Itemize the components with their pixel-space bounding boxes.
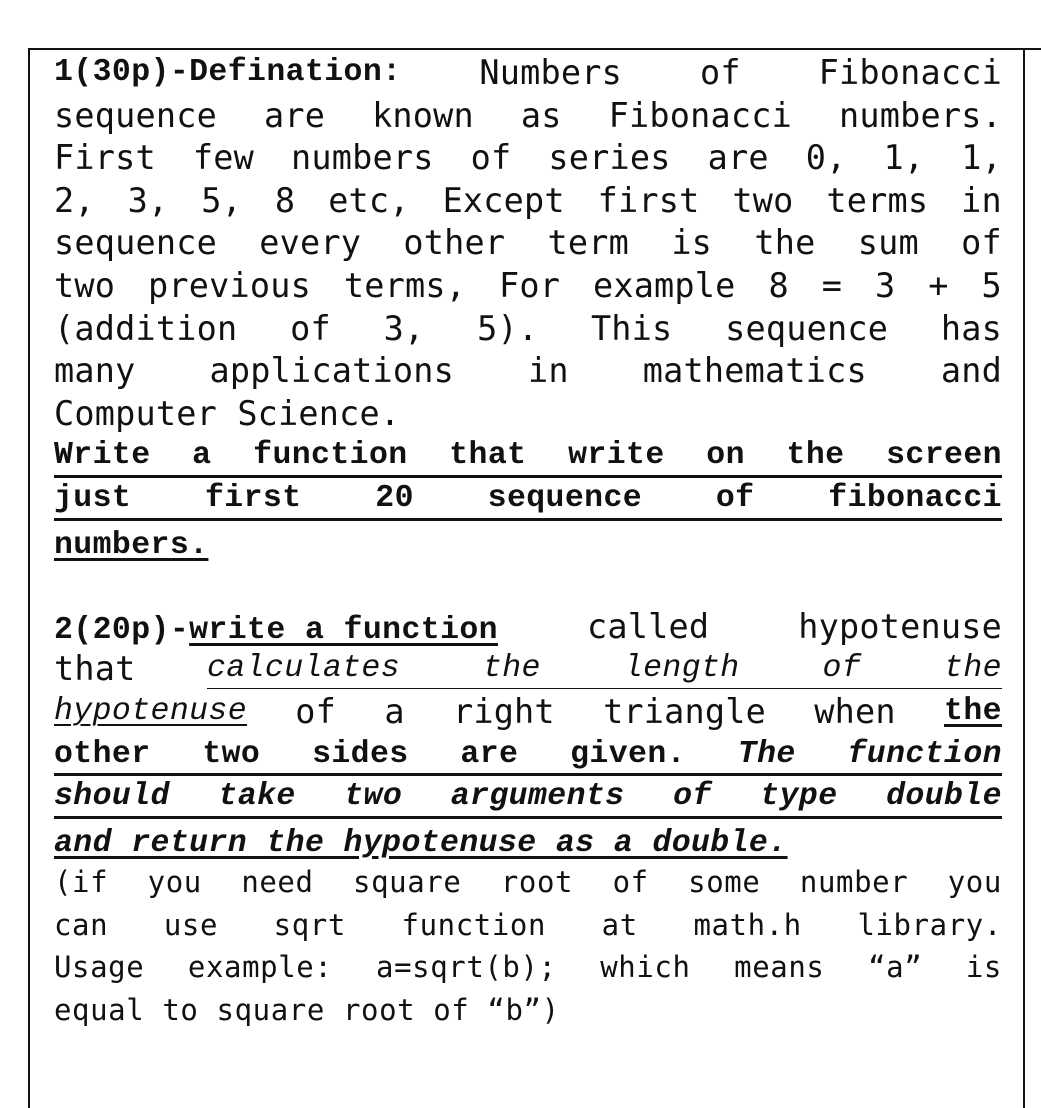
word: two [54, 265, 116, 305]
word: are [263, 95, 326, 135]
word: example [592, 265, 736, 305]
word: series [548, 138, 671, 178]
word: 5, [201, 180, 243, 220]
word: of [470, 138, 512, 178]
word: in [961, 180, 1002, 220]
word: need [241, 865, 314, 900]
word: This [590, 308, 673, 348]
q2-note-line-1 [54, 861, 1002, 904]
word: triangle [603, 691, 767, 731]
word: sequence [54, 223, 217, 263]
word: “a” [868, 950, 923, 985]
q2-italic-group [207, 648, 1002, 689]
word: few [192, 138, 254, 178]
q1-label: 1(30p)-Defination: [54, 55, 402, 90]
word: called [587, 606, 710, 646]
q2-note-line-3 [54, 946, 1002, 989]
spacer [54, 563, 1002, 606]
word: sequence [487, 480, 643, 516]
q2-label-underlined: write a function [189, 612, 498, 648]
word: hypotenuse [798, 606, 1002, 646]
word: of [715, 480, 755, 516]
word: and [940, 351, 1002, 391]
word: of [612, 865, 649, 900]
word: can [54, 907, 109, 942]
word: sum [857, 223, 919, 263]
word: equal to square root of “b”) [54, 993, 560, 1028]
word: the [944, 651, 1002, 687]
word: two [202, 736, 261, 772]
word: a [192, 438, 212, 474]
word: Write [54, 438, 151, 474]
q1-line-6 [54, 265, 1002, 308]
word: type [760, 779, 838, 815]
word: the [944, 693, 1002, 729]
word: 5 [981, 265, 1002, 305]
word: 8 [768, 265, 789, 305]
word: the [754, 223, 816, 263]
word: 1, [883, 138, 925, 178]
word: example: [187, 950, 333, 985]
word: are [460, 736, 519, 772]
q2-note-line-2 [54, 904, 1002, 947]
word: 20 [375, 480, 414, 516]
q1-line-9 [54, 393, 1002, 436]
word: hypotenuse [54, 693, 248, 729]
word: use [163, 907, 219, 942]
word: sequence [725, 308, 889, 348]
q1-line-8 [54, 350, 1002, 393]
q1-line-7 [54, 308, 1002, 351]
word: on [706, 438, 745, 474]
word: numbers. [54, 527, 209, 563]
word: which [600, 950, 691, 985]
word: For [498, 265, 561, 305]
word: numbers [290, 138, 434, 178]
word: given. [570, 736, 686, 772]
q2-label: 2(20p)- [54, 612, 190, 648]
q1-task-line-2 [54, 478, 1002, 521]
word: the [482, 651, 541, 687]
word: term [547, 223, 630, 263]
word: numbers. [838, 95, 1002, 135]
q2-line-3 [54, 691, 1002, 734]
q2-note-line-4 [54, 989, 1002, 1032]
word: as [520, 95, 562, 135]
word: arguments [450, 779, 625, 815]
word: of [295, 691, 337, 731]
word: you [947, 865, 1002, 900]
word: calculates [207, 651, 401, 687]
word: is [965, 950, 1002, 985]
q1-line-4 [54, 180, 1002, 223]
word: in [527, 351, 569, 391]
word: function [253, 438, 408, 474]
word: write [568, 438, 665, 474]
word: square [353, 865, 462, 900]
q2-line-5 [54, 776, 1002, 819]
word: of [699, 53, 741, 92]
word: (addition [54, 308, 238, 348]
word: other [403, 223, 506, 263]
word: Except [442, 180, 565, 220]
word: + [928, 265, 949, 305]
word: of [290, 308, 331, 348]
word: length [623, 651, 740, 687]
word: should [54, 779, 170, 815]
word: that [54, 649, 136, 689]
word: first [204, 480, 302, 516]
word: just [54, 480, 132, 516]
word: many [54, 351, 136, 391]
word: (if [54, 865, 109, 900]
word: known [372, 95, 474, 135]
q1-task-line-1 [54, 435, 1002, 478]
word: number [799, 865, 909, 900]
word: terms, [343, 265, 467, 305]
q2-line-4 [54, 734, 1002, 777]
word: double [886, 779, 1002, 815]
word: 5). [477, 308, 539, 348]
word: you [147, 865, 202, 900]
word: has [940, 308, 1002, 348]
word: 3, [127, 180, 169, 220]
word: Usage [54, 950, 145, 985]
q1-line-3 [54, 137, 1002, 180]
word: library. [857, 907, 1002, 942]
word: that [449, 438, 527, 474]
word: of [961, 223, 1002, 263]
word: some [688, 865, 761, 900]
word: function [401, 907, 547, 942]
word: a=sqrt(b); [376, 950, 557, 985]
word: sequence [54, 95, 217, 135]
q2-line-1 [54, 606, 1002, 649]
word: The [737, 736, 796, 772]
word: is [671, 223, 713, 263]
word: previous [148, 265, 311, 305]
word: 1, [961, 138, 1002, 178]
q2-line-6 [54, 819, 1002, 862]
word: two [732, 180, 794, 220]
word: the [786, 438, 845, 474]
word: and return the hypotenuse as a double. [54, 825, 788, 861]
word: First [54, 138, 156, 178]
word: Fibonacci [818, 53, 1002, 92]
word: Fibonacci [608, 95, 792, 135]
word: Computer Science. [54, 393, 401, 433]
q1-line-2 [54, 95, 1002, 138]
word: sqrt [273, 907, 346, 942]
word: first [597, 180, 700, 220]
word: = [821, 265, 843, 305]
word: other [54, 736, 151, 772]
word: every [259, 223, 362, 263]
word: etc, [328, 180, 410, 220]
word: math.h [693, 907, 802, 942]
q2-label-group [54, 606, 498, 649]
q1-line-1 [54, 52, 1002, 95]
word: 0, [805, 138, 847, 178]
word: 3, [383, 308, 425, 348]
word: two [344, 779, 403, 815]
word: means [734, 950, 825, 985]
word: 8 [274, 180, 296, 220]
word: mathematics [642, 351, 867, 391]
table-border-stub [1025, 48, 1041, 50]
word: a [384, 691, 405, 731]
word: applications [209, 351, 454, 391]
word: Numbers [479, 53, 623, 92]
word: are [707, 138, 769, 178]
word: function [847, 736, 1002, 772]
word: fibonacci [828, 480, 1002, 516]
word: of [673, 779, 712, 815]
word: right [452, 691, 555, 731]
question-content [54, 52, 1002, 1032]
q2-line-2 [54, 648, 1002, 691]
word: terms [826, 180, 929, 220]
word: root [500, 865, 574, 900]
word: 3 [874, 265, 896, 305]
q1-task-line-3 [54, 521, 1002, 564]
word: when [814, 691, 896, 731]
word: take [218, 779, 296, 815]
word: sides [312, 736, 409, 772]
word: at [601, 907, 638, 942]
word: of [822, 651, 862, 687]
word: 2, [54, 180, 95, 220]
q1-line-5 [54, 222, 1002, 265]
word: screen [886, 438, 1002, 474]
